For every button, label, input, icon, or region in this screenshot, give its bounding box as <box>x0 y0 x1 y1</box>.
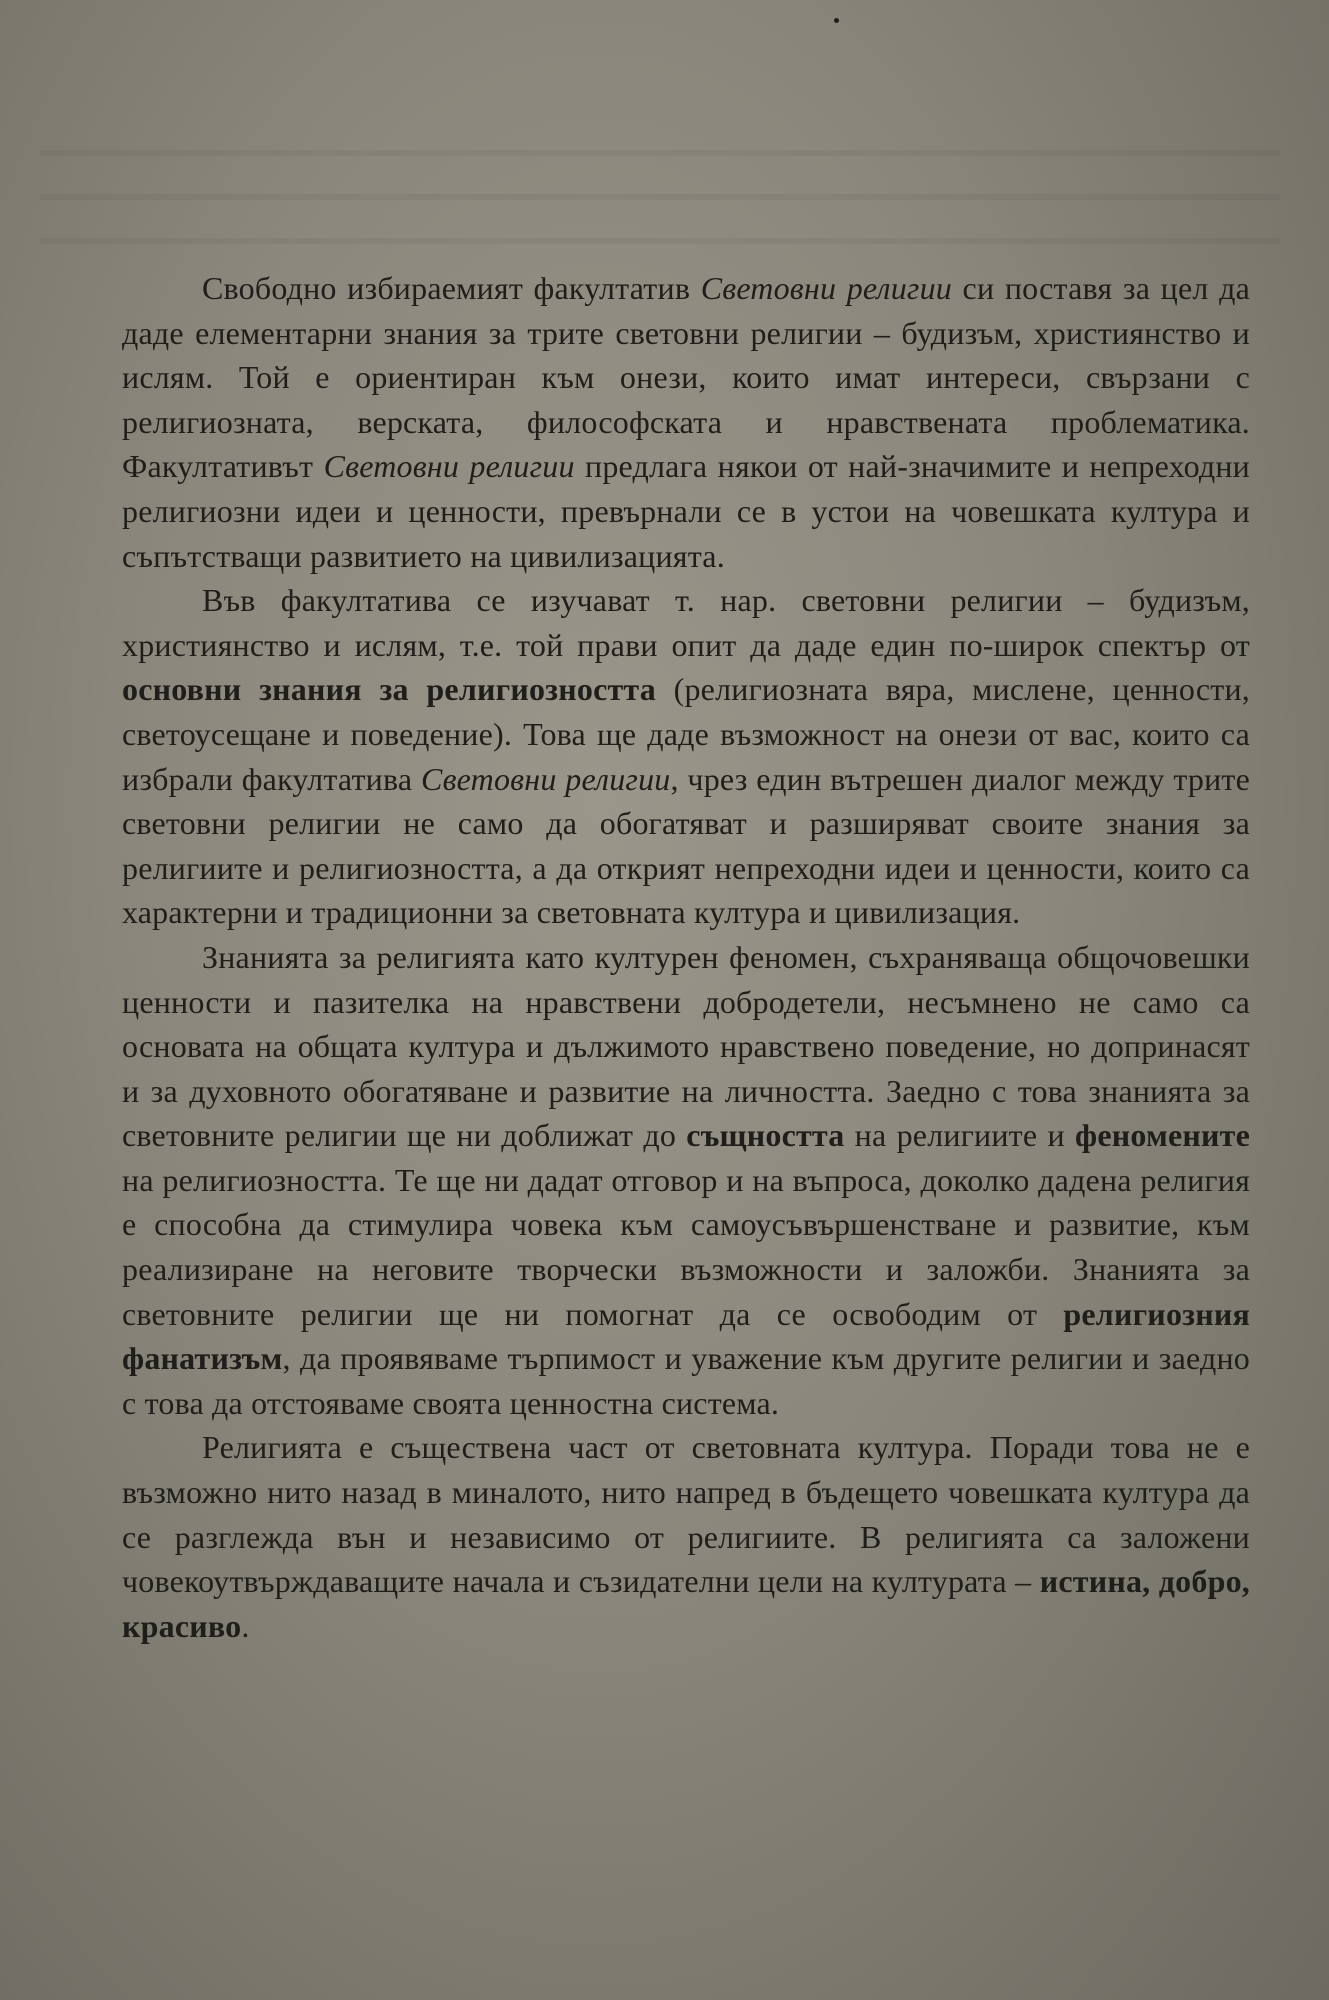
text-run: Знанията за религията като културен феномен, съхраняваща общочовешки ценности и пазителка на нравствени добродетели, несъмнено не само са основата на общата култура и дължимото нравствено поведение, но допринасят и за духовното обогатяване и развитие на личността. Заедно с това знанията за световните религии ще ни доближат до <box>122 938 1250 1154</box>
bold-phrase: основни знания за религиозността <box>122 671 656 708</box>
text-run: (религиозната вяра, мислене, ценности, светоусещане и поведение). Това ще даде възможност на онези от вас, които са избрали факултатива <box>122 671 1250 797</box>
bold-phrase: религиозния фанатизъм <box>122 1295 1250 1377</box>
italic-title: Световни религии <box>700 270 952 306</box>
ink-speck <box>834 18 839 23</box>
text-run: Религията е съществена част от световната култура. Поради това не е възможно нито назад в миналото, нито напред в бъдещето човешката култура да се разглежда вън и независимо от религиите. В религията са заложени човекоутвърждаващите начала и съзидателни цели на културата – <box>122 1429 1250 1600</box>
show-through-from-reverse <box>40 150 1280 270</box>
paragraph <box>122 578 1250 935</box>
bold-phrase: феномените <box>1075 1117 1250 1154</box>
italic-title: Световни религии <box>421 760 671 797</box>
text-run: на религиите и <box>844 1117 1076 1154</box>
text-run: си поставя за цел да даде елементарни знания за трите световни религии – будизъм, християнство и ислям. Той е ориентиран към онези, които имат интереси, свързани с религиозната, верската, философската и нравствената проблематика. Факултативът <box>122 270 1251 485</box>
text-run: , да проявяваме търпимост и уважение към другите религии и заедно с това да отстояваме своята ценностна система. <box>122 1340 1250 1421</box>
bold-phrase: същността <box>686 1117 845 1154</box>
text-run: Във факултатива се изучават т. нар. световни религии – будизъм, християнство и ислям, т.е. той прави опит да даде един по-широк спектър от <box>122 582 1250 663</box>
bold-phrase: истина, добро, красиво <box>122 1563 1250 1644</box>
paragraph <box>122 935 1250 1426</box>
text-run: . <box>241 1607 250 1644</box>
body-text <box>122 266 1250 1648</box>
text-run: на религиозността. Те ще ни дадат отговор и на въпроса, доколко дадена религия е способна да стимулира човека към самоусъвършенстване и развитие, към реализиране на неговите творчески възможности и заложби. Знанията за световните религии ще ни помогнат да се освободим от <box>122 1161 1250 1332</box>
text-run: Свободно избираемият факултатив <box>202 270 701 306</box>
italic-title: Световни религии <box>323 448 575 485</box>
text-run: предлага някои от най-значимите и непреходни религиозни идеи и ценности, превърнали се в устои на човешката култура и съпътстващи развитието на цивилизацията. <box>122 448 1250 574</box>
text-run: , чрез един вътрешен диалог между трите световни религии не само да обогатяват и разширяват своите знания за религиите и религиозността, а да открият непреходни идеи и ценности, които са характерни и традиционни за световната култура и цивилизация. <box>122 760 1251 931</box>
paragraph <box>122 1425 1250 1648</box>
paragraph <box>122 266 1250 578</box>
